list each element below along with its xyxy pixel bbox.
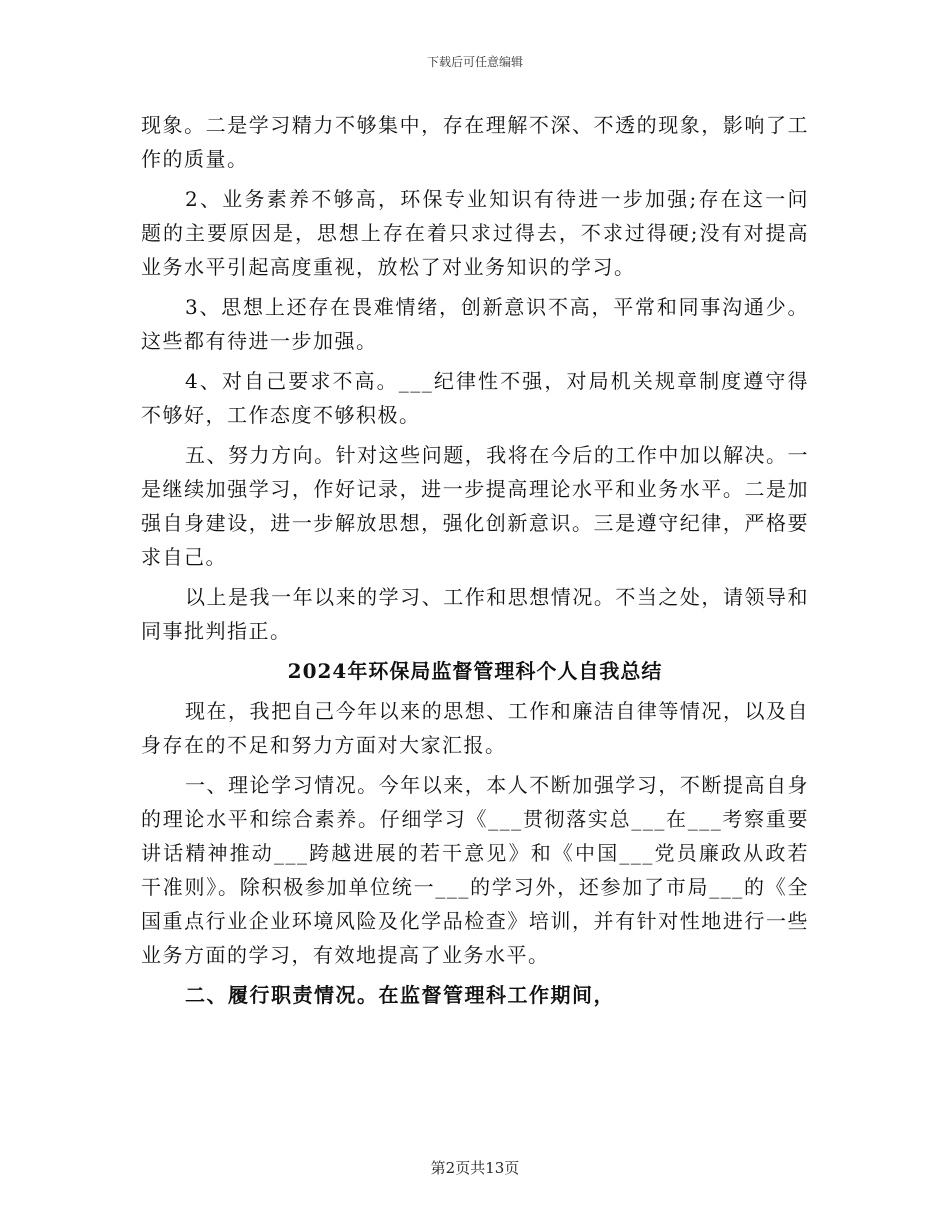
- paragraph-item-3: 3、思想上还存在畏难情绪，创新意识不高，平常和同事沟通少。这些都有待进一步加强。: [141, 295, 809, 353]
- paragraph-continuation: 现象。二是学习精力不够集中，存在理解不深、不透的现象，影响了工作的质量。: [141, 113, 809, 171]
- paragraph-direction: 五、努力方向。针对这些问题，我将在今后的工作中加以解决。一是继续加强学习，作好记录，进一步提高理论水平和业务水平。二是加强自身建设，进一步解放思想，强化创新意识。三是遵守纪律，严格要求自己。: [141, 443, 809, 569]
- paragraph-intro: 现在，我把自己今年以来的思想、工作和廉洁自律等情况，以及自身存在的不足和努力方面对大家汇报。: [141, 699, 809, 757]
- paragraph-closing: 以上是我一年以来的学习、工作和思想情况。不当之处，请领导和同事批判指正。: [141, 585, 809, 643]
- section-title: 2024年环保局监督管理科个人自我总结: [287, 659, 663, 683]
- paragraph-duties-heading: 二、履行职责情况。在监督管理科工作期间，: [185, 983, 615, 1007]
- paragraph-theory-study: 一、理论学习情况。今年以来，本人不断加强学习，不断提高自身的理论水平和综合素养。仔细学习《___贯彻落实总___在___考察重要讲话精神推动___跨越进展的若干意见》和《中国___党员廉政从政若干准则》。除积极参加单位统一___的学习外，还参加了市局___的《全国重点行业企业环境风险及化学品检查》培训，并有针对性地进行一些业务方面的学习，有效地提高了业务水平。: [141, 773, 809, 967]
- page-footer: 第2页共13页: [430, 1159, 520, 1177]
- paragraph-item-4: 4、对自己要求不高。___纪律性不强，对局机关规章制度遵守得不够好，工作态度不够积极。: [141, 369, 809, 427]
- paragraph-item-2: 2、业务素养不够高，环保专业知识有待进一步加强;存在这一问题的主要原因是，思想上存在着只求过得去，不求过得硬;没有对提高业务水平引起高度重视，放松了对业务知识的学习。: [141, 187, 809, 279]
- page-header: 下载后可任意编辑: [426, 55, 523, 69]
- document-body: [141, 108, 809, 1018]
